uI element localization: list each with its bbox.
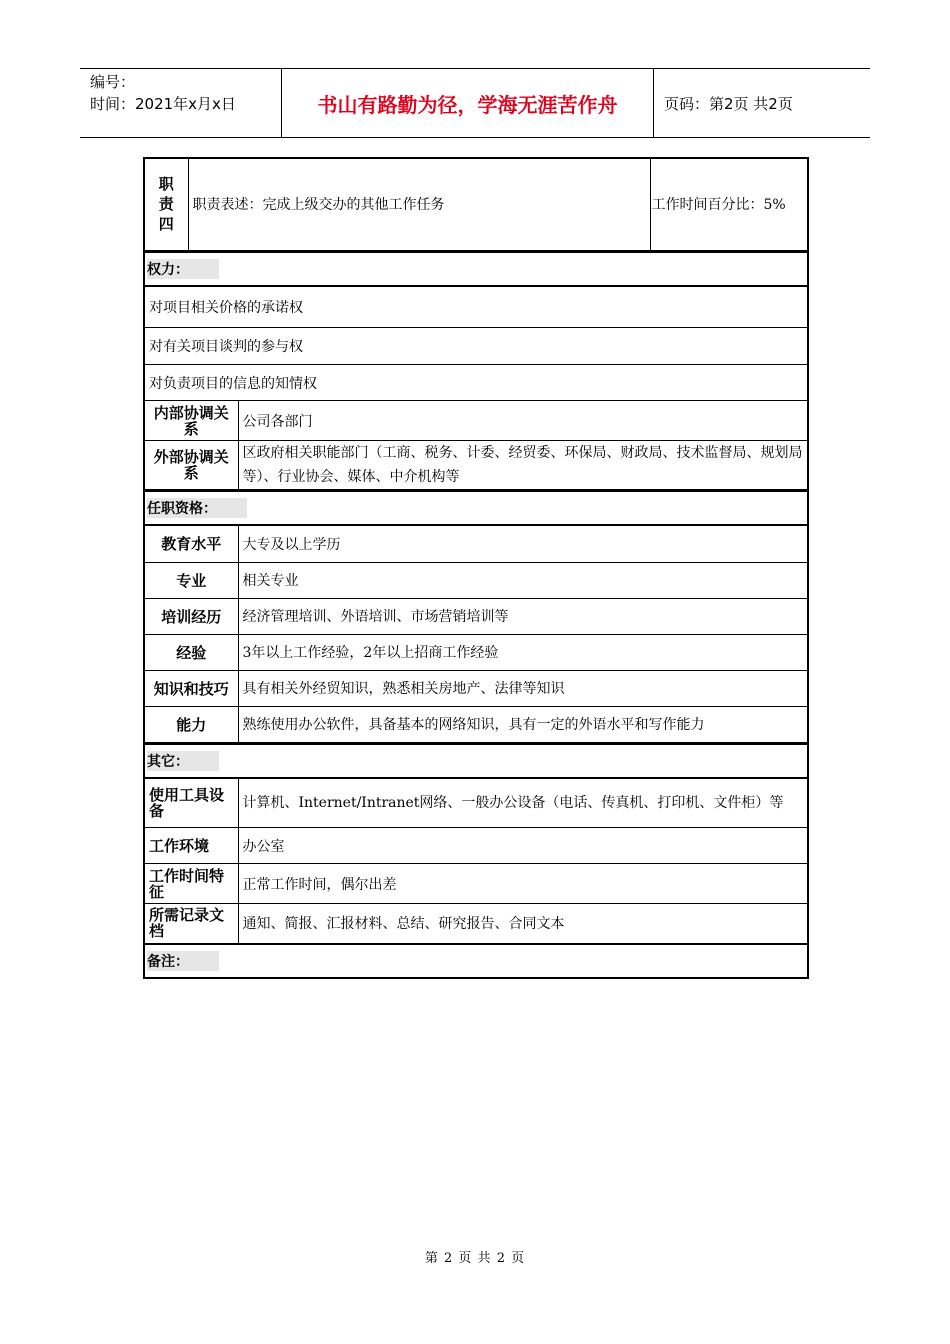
power-title: 权力： — [147, 259, 219, 279]
power-item: 对项目相关价格的承诺权 — [144, 286, 808, 328]
doc-date: 时间：2021年x月x日 — [90, 95, 236, 113]
other-value: 计算机、Internet/Intranet网络、一般办公设备（电话、传真机、打印机、文件柜）等 — [238, 778, 808, 828]
duty-4-description: 职责表述：完成上级交办的其他工作任务 — [188, 158, 650, 250]
power-section-header — [144, 252, 808, 286]
other-label: 工作环境 — [144, 828, 238, 864]
page-header — [80, 68, 870, 138]
other-label: 所需记录文档 — [144, 904, 238, 944]
doc-number: 编号： — [90, 73, 136, 91]
header-page-number: 页码：第2页 共2页 — [664, 94, 793, 113]
qualification-label: 经验 — [144, 634, 238, 670]
duty-4-table — [143, 157, 809, 251]
power-table — [143, 251, 809, 491]
internal-coordination-value: 公司各部门 — [238, 401, 808, 441]
duty-4-percent: 工作时间百分比：5% — [650, 158, 808, 250]
header-motto: 书山有路勤为径，学海无涯苦作舟 — [282, 69, 654, 137]
other-value: 正常工作时间，偶尔出差 — [238, 864, 808, 904]
qualification-value: 具有相关外经贸知识，熟悉相关房地产、法律等知识 — [238, 670, 808, 706]
qualification-label: 能力 — [144, 706, 238, 742]
external-coordination-label: 外部协调关系 — [144, 441, 238, 490]
qualification-value: 经济管理培训、外语培训、市场营销培训等 — [238, 598, 808, 634]
qualification-section-header — [144, 491, 808, 525]
external-coordination-value: 区政府相关职能部门（工商、税务、计委、经贸委、环保局、财政局、技术监督局、规划局等）、行业协会、媒体、中介机构等 — [238, 441, 808, 490]
internal-coordination-label: 内部协调关系 — [144, 401, 238, 441]
qualification-title: 任职资格： — [147, 498, 247, 518]
qualification-value: 3年以上工作经验，2年以上招商工作经验 — [238, 634, 808, 670]
qualification-label: 教育水平 — [144, 525, 238, 562]
qualification-label: 知识和技巧 — [144, 670, 238, 706]
header-meta — [80, 69, 282, 137]
other-section-header — [144, 744, 808, 778]
other-table — [143, 743, 809, 979]
power-item: 对有关项目谈判的参与权 — [144, 328, 808, 365]
power-item: 对负责项目的信息的知情权 — [144, 365, 808, 401]
other-label: 工作时间特征 — [144, 864, 238, 904]
other-label: 使用工具设备 — [144, 778, 238, 828]
qualification-table — [143, 490, 809, 743]
qualification-value: 相关专业 — [238, 562, 808, 598]
job-description-table — [143, 157, 807, 979]
other-value: 通知、简报、汇报材料、总结、研究报告、合同文本 — [238, 904, 808, 944]
qualification-label: 培训经历 — [144, 598, 238, 634]
other-value: 办公室 — [238, 828, 808, 864]
qualification-value: 大专及以上学历 — [238, 525, 808, 562]
other-title: 其它： — [147, 751, 219, 771]
qualification-value: 熟练使用办公软件，具备基本的网络知识，具有一定的外语水平和写作能力 — [238, 706, 808, 742]
remarks-section-header — [144, 944, 808, 978]
qualification-label: 专业 — [144, 562, 238, 598]
duty-4-label: 职 责 四 — [144, 158, 188, 250]
page-footer: 第 2 页 共 2 页 — [424, 1251, 526, 1266]
remarks-title: 备注： — [147, 951, 219, 971]
